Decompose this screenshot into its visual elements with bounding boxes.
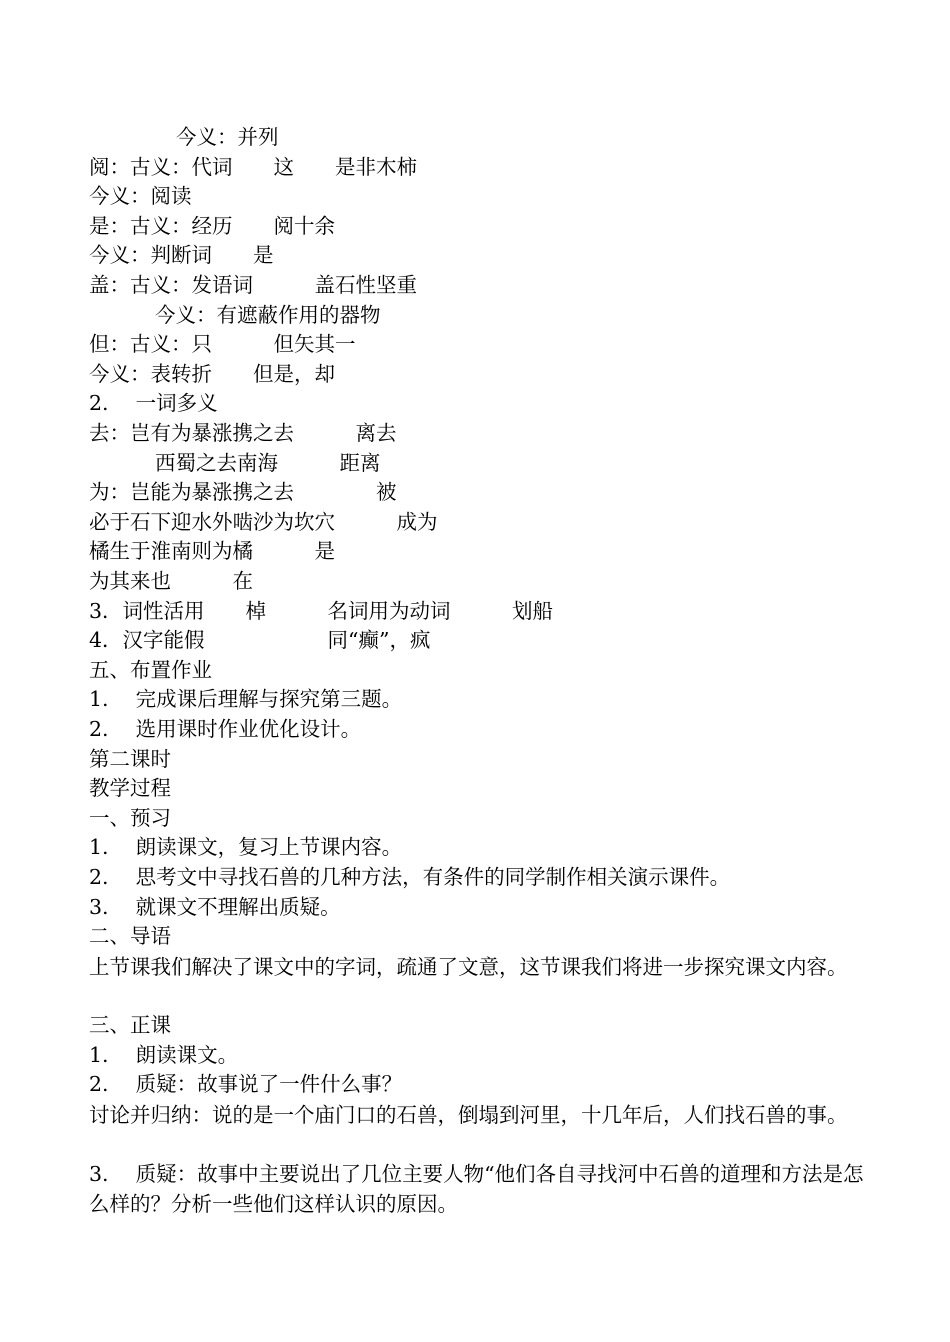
text-line: 西蜀之去南海 距离 (155, 451, 381, 475)
text-line: 为其来也 在 (89, 569, 253, 593)
section-heading: 教学过程 (89, 776, 171, 800)
text-line: 1. 朗读课文，复习上节课内容。 (89, 835, 403, 859)
text-line: 橘生于淮南则为橘 是 (89, 539, 335, 563)
paragraph: 3. 质疑：故事中主要说出了几位主要人物“他们各自寻找河中石兽的道理和方法是怎么样的？分析一些他们这样认识的原因。 (89, 1162, 864, 1216)
text-line: 阅：古义：代词 这 是非木柿 (89, 155, 417, 179)
text-line: 今义：表转折 但是，却 (89, 362, 335, 386)
text-line: 2. 质疑：故事说了一件什么事？ (89, 1072, 403, 1096)
text-line: 必于石下迎水外啮沙为坎穴 成为 (89, 510, 438, 534)
text-line: 今义：并列 (176, 125, 279, 149)
paragraph: 上节课我们解决了课文中的字词，疏通了文意，这节课我们将进一步探究课文内容。 (89, 955, 848, 979)
text-line: 2. 思考文中寻找石兽的几种方法，有条件的同学制作相关演示课件。 (89, 865, 731, 889)
text-line: 1. 完成课后理解与探究第三题。 (89, 687, 403, 711)
section-heading: 五、布置作业 (89, 658, 212, 682)
text-line: 但：古义：只 但矢其一 (89, 332, 356, 356)
section-heading: 二、导语 (89, 924, 171, 948)
text-line: 3．词性活用 棹 名词用为动词 划船 (89, 599, 554, 623)
text-line: 是：古义：经历 阅十余 (89, 214, 335, 238)
text-line: 2. 一词多义 (89, 391, 218, 415)
text-line: 3. 就课文不理解出质疑。 (89, 895, 341, 919)
text-line: 今义：阅读 (89, 184, 192, 208)
text-line: 为：岂能为暴涨携之去 被 (89, 480, 397, 504)
text-line: 盖：古义：发语词 盖石性坚重 (89, 273, 417, 297)
text-line: 今义：判断词 是 (89, 243, 274, 267)
section-heading: 三、正课 (89, 1013, 171, 1037)
section-heading: 一、预习 (89, 806, 171, 830)
text-line: 2. 选用课时作业优化设计。 (89, 717, 362, 741)
section-heading: 第二课时 (89, 747, 171, 771)
text-line: 今义：有遮蔽作用的器物 (155, 303, 381, 327)
text-line: 1. 朗读课文。 (89, 1043, 239, 1067)
paragraph: 讨论并归纳：说的是一个庙门口的石兽，倒塌到河里，十几年后，人们找石兽的事。 (89, 1103, 848, 1127)
text-line: 去：岂有为暴涨携之去 离去 (89, 421, 397, 445)
text-line: 4．汉字能假 同“癫”，疯 (89, 628, 431, 652)
